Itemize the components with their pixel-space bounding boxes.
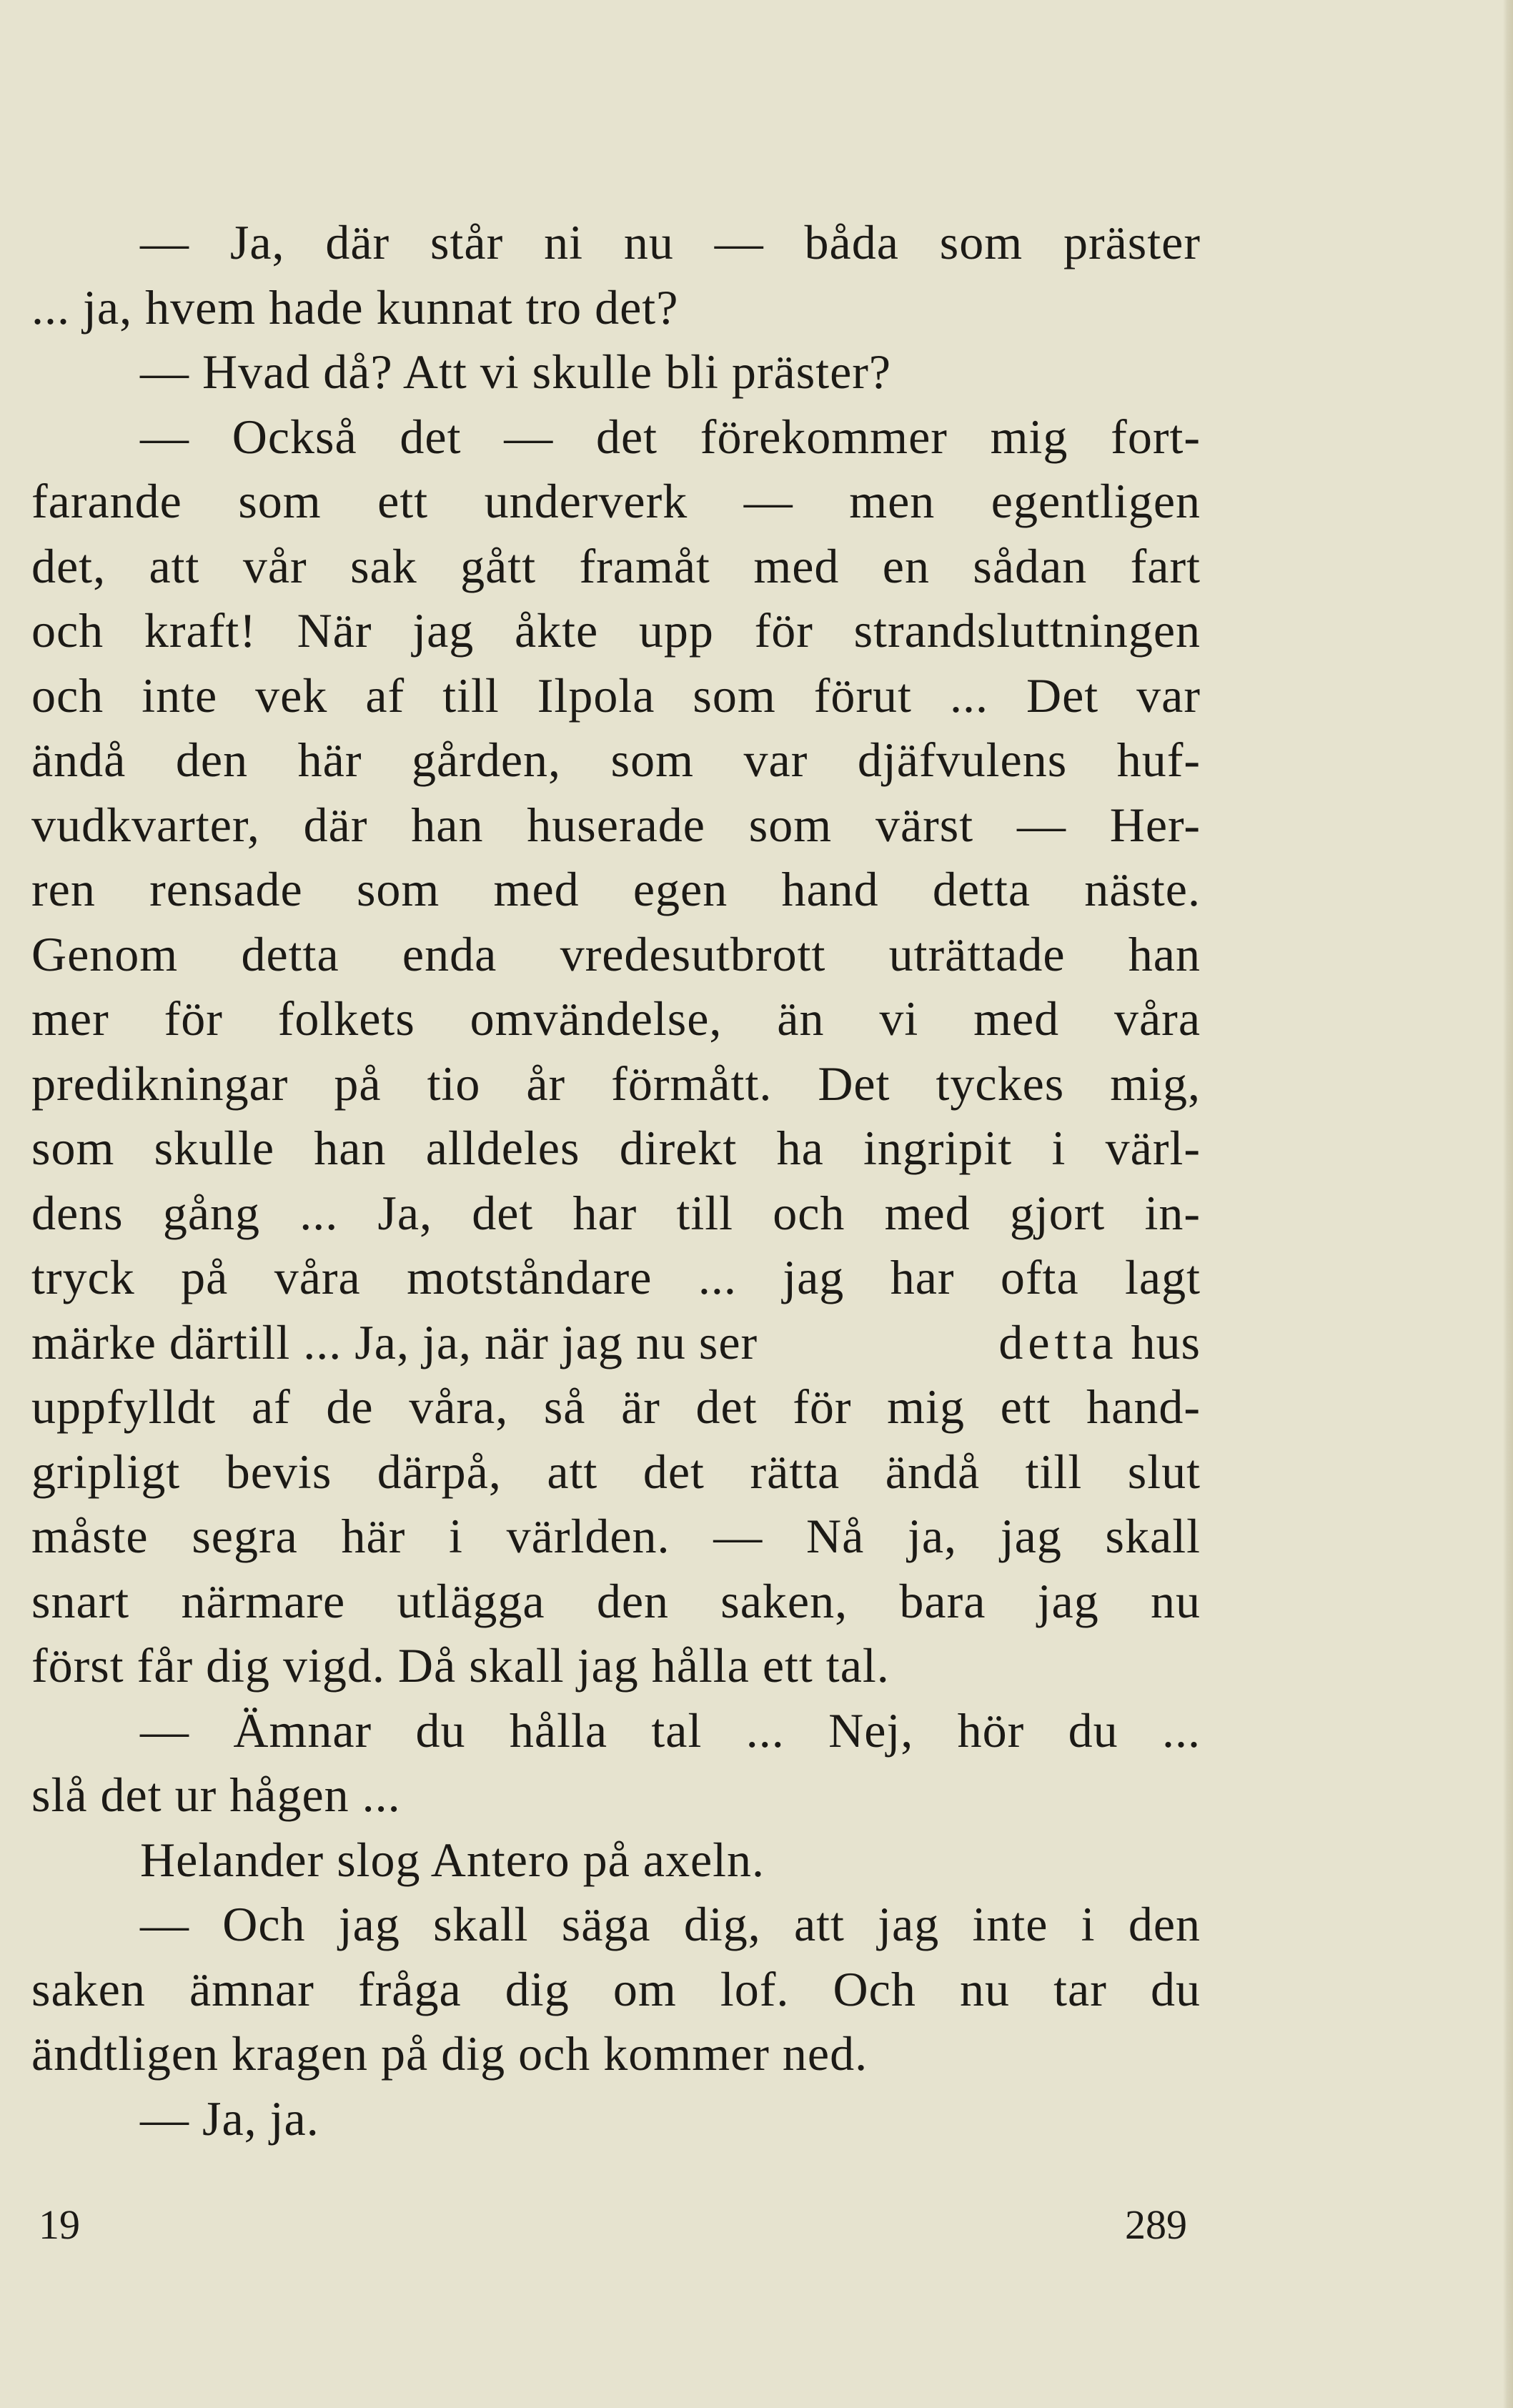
text-line: ren rensade som med egen hand detta näste. [31,862,1201,916]
text-line: det, att vår sak gått framåt med en sådan fart [31,538,1201,593]
text-line: och inte vek af till Ilpola som förut ... Det var [31,668,1201,723]
text-line: slå det ur hågen ... [31,1768,401,1822]
text-line-end [998,1310,1201,1375]
text-line: som skulle han alldeles direkt ha ingripit i värl- [31,1121,1201,1175]
text-line: saken ämnar fråga dig om lof. Och nu tar du [31,1961,1201,2016]
text-line: vudkvarter, där han huserade som värst — Her- [31,797,1201,852]
text-line [31,1310,1201,1375]
text-line: måste segra här i världen. — Nå ja, jag skall [31,1509,1201,1563]
text-line: — Ämnar du hålla tal ... Nej, hör du ... [140,1703,1201,1758]
text-line: farande som ett underverk — men egentligen [31,474,1201,528]
text-line: uppfylldt af de våra, så är det för mig ett hand- [31,1379,1201,1434]
text-line: Helander slog Antero på axeln. [140,1832,765,1887]
page-edge-shadow [1503,0,1513,2408]
page-number: 289 [1125,2201,1187,2248]
spaced-emphasis: detta [998,1314,1118,1369]
text-line: mer för folkets omvändelse, än vi med våra [31,991,1201,1046]
text-line: — Och jag skall säga dig, att jag inte i den [140,1897,1201,1951]
text-line-start: märke därtill ... Ja, ja, när jag nu ser [31,1314,771,1369]
text-line: — Ja, ja. [140,2091,319,2146]
text-line-tail: hus [1118,1314,1201,1369]
text-line: ändtligen kragen på dig och kommer ned. [31,2026,868,2081]
text-line: ändå den här gården, som var djäfvulens huf- [31,733,1201,787]
text-line: snart närmare utlägga den saken, bara jag nu [31,1573,1201,1628]
text-line: — Också det — det förekommer mig fort- [140,409,1201,464]
text-line: och kraft! När jag åkte upp för strandsluttningen [31,603,1201,658]
body-text [31,210,1201,2151]
text-line: — Ja, där står ni nu — båda som präster [140,215,1201,269]
text-line: Genom detta enda vredesutbrott uträttade han [31,926,1201,981]
text-line: dens gång ... Ja, det har till och med gjort in- [31,1185,1201,1240]
text-line: gripligt bevis därpå, att det rätta ändå till slut [31,1444,1201,1499]
text-line: tryck på våra motståndare ... jag har ofta lagt [31,1250,1201,1304]
signature-mark: 19 [39,2201,80,2248]
text-line: predikningar på tio år förmått. Det tyckes mig, [31,1056,1201,1111]
text-line: — Hvad då? Att vi skulle bli präster? [140,345,892,399]
text-line: först får dig vigd. Då skall jag hålla ett tal. [31,1638,890,1693]
text-line: ... ja, hvem hade kunnat tro det? [31,279,679,335]
